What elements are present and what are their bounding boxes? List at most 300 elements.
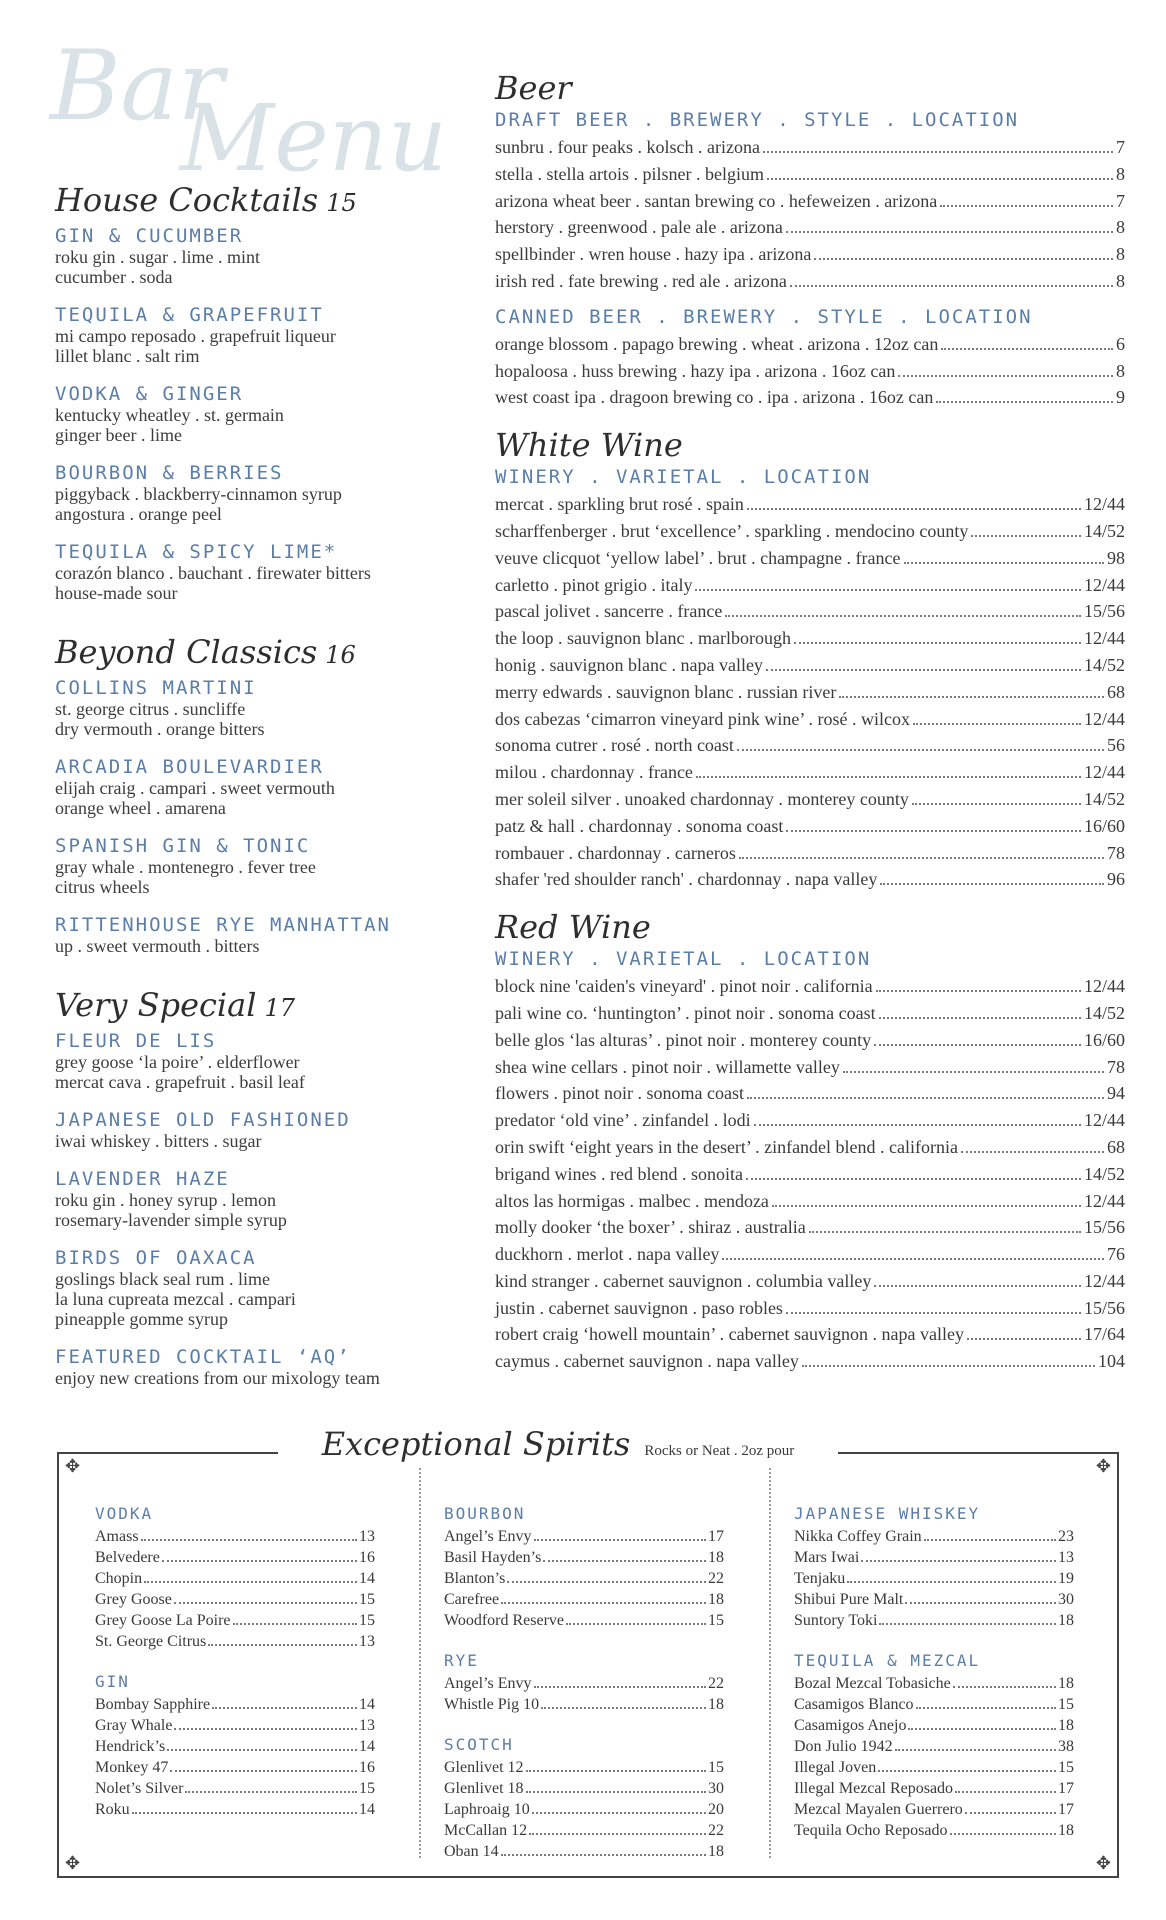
spirit-label: Belvedere (95, 1549, 160, 1566)
spirit-group-header: RYE (444, 1651, 479, 1670)
item-label: patz & hall . chardonnay . sonoma coast (495, 815, 784, 836)
spirit-price: 17 (708, 1528, 724, 1545)
dot-leader (767, 178, 1113, 180)
item-label: pali wine co. ‘huntington’ . pinot noir . sonoma coast (495, 1002, 876, 1023)
spirit-price: 38 (1058, 1738, 1074, 1755)
item-label: altos las hormigas . malbec . mendoza (495, 1190, 769, 1211)
dot-leader (566, 1623, 706, 1625)
dot-leader (754, 1124, 1081, 1126)
spirit-row (794, 1589, 1074, 1610)
spirit-row (444, 1820, 724, 1841)
spirit-label: Laphroaig 10 (444, 1801, 530, 1818)
item-price: 15/56 (1083, 1297, 1125, 1318)
cocktail-description: piggyback . blackberry-cinnamon syrup angostura . orange peel (55, 484, 342, 524)
spirit-label: Oban 14 (444, 1843, 499, 1860)
spirit-row (794, 1820, 1074, 1841)
spirit-row (95, 1610, 375, 1631)
spirits-title-text: Exceptional Spirits (321, 1425, 631, 1463)
dot-leader (916, 1707, 1056, 1709)
spirit-price: 17 (1058, 1780, 1074, 1797)
spirit-label: Illegal Mezcal Reposado (794, 1780, 954, 1797)
cocktail-item (55, 1109, 455, 1151)
spirit-label: Illegal Joven (794, 1759, 877, 1776)
white-wine-row (495, 786, 1125, 813)
draft-beer-list (495, 134, 1125, 295)
spirit-price: 19 (1058, 1570, 1074, 1587)
spirit-price: 13 (359, 1633, 375, 1650)
item-price: 15/56 (1083, 601, 1125, 622)
item-price: 12/44 (1083, 762, 1125, 783)
item-label: veuve clicquot ‘yellow label’ . brut . champagne . france (495, 547, 901, 568)
dot-leader (747, 1097, 1104, 1099)
item-label: duckhorn . merlot . napa valley (495, 1244, 720, 1265)
spirit-row (794, 1526, 1074, 1547)
spirit-price: 18 (1058, 1675, 1074, 1692)
dot-leader (874, 1044, 1081, 1046)
cocktail-description: enjoy new creations from our mixology team (55, 1368, 380, 1388)
cocktail-description: st. george citrus . suncliffe dry vermouth . orange bitters (55, 699, 265, 739)
item-price: 7 (1116, 137, 1125, 157)
spirit-row (95, 1547, 375, 1568)
item-price: 12/44 (1083, 628, 1125, 649)
dot-leader (737, 749, 1104, 751)
column-divider (419, 1468, 421, 1858)
spirit-row (95, 1526, 375, 1547)
spirit-label: Bombay Sapphire (95, 1696, 211, 1713)
item-label: predator ‘old vine’ . zinfandel . lodi (495, 1110, 751, 1131)
dot-leader (167, 1749, 357, 1751)
spirit-row (444, 1589, 724, 1610)
spirit-group-header: GIN (95, 1672, 130, 1691)
dot-leader (879, 1017, 1081, 1019)
section-title (55, 985, 455, 1028)
item-label: spellbinder . wren house . hazy ipa . arizona (495, 244, 812, 265)
spirit-row (794, 1547, 1074, 1568)
white-wine-row (495, 518, 1125, 545)
dot-leader (507, 1581, 706, 1583)
cocktail-name: RITTENHOUSE RYE MANHATTAN (55, 914, 391, 936)
dot-leader (847, 1581, 1056, 1583)
spirit-price: 18 (1058, 1822, 1074, 1839)
item-label: west coast ipa . dragoon brewing co . ipa . arizona . 16oz can (495, 387, 934, 408)
spirit-price: 30 (1058, 1591, 1074, 1608)
dot-leader (725, 615, 1081, 617)
dot-leader (501, 1854, 706, 1856)
dot-leader (876, 990, 1081, 992)
draft-beer-row (495, 188, 1125, 215)
cocktail-name: COLLINS MARTINI (55, 677, 257, 699)
dot-leader (809, 1231, 1081, 1233)
item-price: 7 (1116, 190, 1125, 211)
dot-leader (913, 723, 1081, 725)
dot-leader (961, 1151, 1104, 1153)
logo-word-bar: Bar (50, 30, 224, 142)
item-price: 16/60 (1083, 1029, 1125, 1050)
cocktail-item (55, 383, 455, 445)
item-label: dos cabezas ‘cimarron vineyard pink wine’ . rosé . wilcox (495, 708, 911, 729)
white-wine-row (495, 598, 1125, 625)
cocktail-name: FEATURED COCKTAIL ‘AQ’ (55, 1346, 351, 1368)
item-label: mercat . sparkling brut rosé . spain (495, 494, 744, 515)
spirit-label: McCallan 12 (444, 1822, 528, 1839)
cocktail-item (55, 304, 455, 366)
item-label: honig . sauvignon blanc . napa valley (495, 654, 763, 675)
spirit-row (444, 1568, 724, 1589)
red-wine-row (495, 1188, 1125, 1215)
column-divider (769, 1468, 771, 1858)
red-wine-row (495, 1161, 1125, 1188)
section-price: 16 (325, 641, 356, 669)
cocktail-name: ARCADIA BOULEVARDIER (55, 756, 324, 778)
cocktail-description: corazón blanco . bauchant . firewater bitters house-made sour (55, 563, 371, 603)
spirit-label: Roku (95, 1801, 130, 1818)
spirit-label: Shibui Pure Malt (794, 1591, 904, 1608)
item-price: 12/44 (1083, 494, 1125, 515)
spirit-price: 15 (1058, 1696, 1074, 1713)
spirit-label: St. George Citrus (95, 1633, 207, 1650)
dot-leader (162, 1560, 357, 1562)
dot-leader (501, 1602, 706, 1604)
white-wine-row (495, 572, 1125, 599)
spirit-price: 15 (359, 1591, 375, 1608)
item-price: 12/44 (1083, 1190, 1125, 1211)
section-spacer (55, 973, 455, 985)
spirit-price: 13 (359, 1717, 375, 1734)
spirit-label: Nikka Coffey Grain (794, 1528, 922, 1545)
cocktail-description: mi campo reposado . grapefruit liqueur lillet blanc . salt rim (55, 326, 336, 366)
spirit-price: 13 (359, 1528, 375, 1545)
item-price: 12/44 (1083, 574, 1125, 595)
item-label: sonoma cutrer . rosé . north coast (495, 735, 734, 756)
spirit-price: 14 (359, 1570, 375, 1587)
cocktail-item (55, 756, 455, 818)
red-wine-row (495, 1054, 1125, 1081)
spirit-group-header: JAPANESE WHISKEY (794, 1504, 981, 1523)
spirit-label: Casamigos Anejo (794, 1717, 907, 1734)
spirit-group-header: SCOTCH (444, 1735, 514, 1754)
item-price: 8 (1116, 360, 1125, 381)
spirit-group-header: BOURBON (444, 1504, 526, 1523)
cocktail-section (55, 180, 455, 603)
dot-leader (174, 1602, 357, 1604)
item-label: block nine 'caiden's vineyard' . pinot noir . california (495, 976, 873, 997)
cocktail-item (55, 914, 455, 956)
dot-leader (940, 205, 1113, 207)
spirit-label: Angel’s Envy (444, 1675, 532, 1692)
spirit-row (95, 1778, 375, 1799)
spirit-label: Blanton’s (444, 1570, 506, 1587)
white-wine-row (495, 759, 1125, 786)
item-price: 14/52 (1083, 1002, 1125, 1023)
spirit-row (794, 1568, 1074, 1589)
red-wine-row (495, 1348, 1125, 1375)
white-wine-header: WINERY . VARIETAL . LOCATION (495, 466, 872, 489)
spirit-group (444, 1651, 724, 1715)
dot-leader (532, 1812, 706, 1814)
spirit-row (794, 1778, 1074, 1799)
spirits-column (95, 1504, 375, 1840)
red-wine-row (495, 1027, 1125, 1054)
item-price: 14/52 (1083, 654, 1125, 675)
spirit-price: 15 (708, 1612, 724, 1629)
spirit-price: 18 (708, 1549, 724, 1566)
spirit-row (444, 1610, 724, 1631)
item-price: 12/44 (1083, 976, 1125, 997)
cocktail-description: roku gin . honey syrup . lemon rosemary-lavender simple syrup (55, 1190, 287, 1230)
item-label: orin swift ‘eight years in the desert’ . zinfandel blend . california (495, 1136, 958, 1157)
spirit-label: Suntory Toki (794, 1612, 878, 1629)
item-label: rombauer . chardonnay . carneros (495, 842, 736, 863)
dot-leader (814, 258, 1113, 260)
spirit-row (444, 1694, 724, 1715)
spirit-row (794, 1715, 1074, 1736)
item-price: 56 (1107, 735, 1125, 756)
red-wine-header: WINERY . VARIETAL . LOCATION (495, 948, 872, 971)
dot-leader (898, 375, 1113, 377)
section-title (55, 632, 455, 675)
item-label: carletto . pinot grigio . italy (495, 574, 693, 595)
item-label: sunbru . four peaks . kolsch . arizona (495, 137, 760, 157)
section-title-text: Very Special (55, 986, 257, 1024)
draft-beer-row (495, 241, 1125, 268)
spirit-label: Gray Whale (95, 1717, 173, 1734)
dot-leader (534, 1539, 706, 1541)
dot-leader (950, 1833, 1056, 1835)
item-label: stella . stella artois . pilsner . belgium (495, 163, 764, 184)
item-label: merry edwards . sauvignon blanc . russian river (495, 681, 837, 702)
item-price: 68 (1107, 1136, 1125, 1157)
cocktail-name: SPANISH GIN & TONIC (55, 835, 311, 857)
section-price: 15 (326, 189, 357, 217)
cocktail-name: TEQUILA & SPICY LIME* (55, 541, 338, 563)
item-price: 12/44 (1083, 1270, 1125, 1291)
red-wine-row (495, 973, 1125, 1000)
item-price: 104 (1098, 1351, 1125, 1372)
white-wine-row (495, 545, 1125, 572)
spirit-price: 15 (708, 1759, 724, 1776)
red-wine-row (495, 1268, 1125, 1295)
bar-menu-logo (50, 30, 448, 192)
red-wine-row (495, 1134, 1125, 1161)
spirit-row (444, 1841, 724, 1862)
spirit-label: Bozal Mezcal Tobasiche (794, 1675, 951, 1692)
cocktail-item (55, 462, 455, 524)
spirit-price: 14 (359, 1738, 375, 1755)
spirit-row (95, 1757, 375, 1778)
cocktail-name: BIRDS OF OAXACA (55, 1247, 257, 1269)
dot-leader (802, 1365, 1095, 1367)
spirit-row (95, 1715, 375, 1736)
spirits-column (794, 1504, 1074, 1861)
dot-leader (786, 830, 1081, 832)
dot-leader (208, 1644, 357, 1646)
item-price: 14/52 (1083, 788, 1125, 809)
red-wine-row (495, 1241, 1125, 1268)
item-price: 8 (1116, 217, 1125, 238)
cocktail-name: FLEUR DE LIS (55, 1030, 217, 1052)
item-price: 76 (1107, 1244, 1125, 1265)
item-label: arizona wheat beer . santan brewing co . hefeweizen . arizona (495, 190, 938, 211)
dot-leader (908, 1728, 1056, 1730)
spirit-row (794, 1610, 1074, 1631)
spirits-column (444, 1504, 724, 1882)
canned-beer-header: CANNED BEER . BREWERY . STYLE . LOCATION (495, 305, 1033, 328)
dot-leader (905, 1602, 1056, 1604)
dot-leader (170, 1770, 357, 1772)
spirit-row (794, 1736, 1074, 1757)
dot-leader (904, 562, 1105, 564)
spirit-row (444, 1673, 724, 1694)
cocktail-description: kentucky wheatley . st. germain ginger beer . lime (55, 405, 284, 445)
dot-leader (526, 1770, 706, 1772)
dot-leader (766, 669, 1081, 671)
cocktail-section (55, 985, 455, 1388)
dot-leader (747, 508, 1081, 510)
spirit-group (95, 1504, 375, 1652)
item-label: pascal jolivet . sancerre . france (495, 601, 723, 622)
spirit-label: Nolet’s Silver (95, 1780, 184, 1797)
item-label: mer soleil silver . unoaked chardonnay . monterey county (495, 788, 909, 809)
spirit-group (444, 1735, 724, 1862)
dot-leader (696, 776, 1081, 778)
item-price: 96 (1107, 869, 1125, 890)
spirit-label: Mezcal Mayalen Guerrero (794, 1801, 963, 1818)
item-label: justin . cabernet sauvignon . paso robles (495, 1297, 783, 1318)
dot-leader (185, 1791, 357, 1793)
spirit-group (95, 1672, 375, 1820)
corner-ornament-icon: ✥ (65, 1456, 81, 1476)
spirit-label: Grey Goose (95, 1591, 172, 1608)
dot-leader (953, 1686, 1056, 1688)
dot-leader (543, 1560, 706, 1562)
red-wine-row (495, 1295, 1125, 1322)
spirit-row (794, 1757, 1074, 1778)
dot-leader (722, 1258, 1104, 1260)
cocktail-description: roku gin . sugar . lime . mint cucumber . soda (55, 247, 260, 287)
item-label: caymus . cabernet sauvignon . napa valley (495, 1351, 799, 1372)
white-wine-section (495, 425, 1125, 893)
section-price: 17 (264, 994, 296, 1022)
item-label: the loop . sauvignon blanc . marlborough (495, 628, 791, 649)
item-price: 12/44 (1083, 708, 1125, 729)
item-price: 68 (1107, 681, 1125, 702)
section-title-text: House Cocktails (55, 181, 319, 219)
spirit-label: Tenjaku (794, 1570, 846, 1587)
spirit-price: 14 (359, 1696, 375, 1713)
draft-beer-header: DRAFT BEER . BREWERY . STYLE . LOCATION (495, 109, 1020, 131)
dot-leader (141, 1539, 357, 1541)
dot-leader (786, 231, 1113, 233)
item-price: 78 (1107, 1056, 1125, 1077)
section-title (55, 180, 455, 223)
spirit-price: 17 (1058, 1801, 1074, 1818)
dot-leader (763, 151, 1113, 153)
white-wine-row (495, 813, 1125, 840)
item-price: 8 (1116, 270, 1125, 291)
white-wine-row (495, 732, 1125, 759)
spirit-group-header: VODKA (95, 1504, 154, 1523)
beer-section (495, 68, 1125, 411)
dot-leader (526, 1791, 706, 1793)
item-price: 14/52 (1083, 1163, 1125, 1184)
spirit-label: Hendrick’s (95, 1738, 166, 1755)
spirit-label: Grey Goose La Poire (95, 1612, 231, 1629)
item-price: 94 (1107, 1083, 1125, 1104)
red-wine-list (495, 973, 1125, 1375)
draft-beer-row (495, 161, 1125, 188)
cocktail-item (55, 1346, 455, 1388)
section-spacer (55, 620, 455, 632)
cocktail-item (55, 1247, 455, 1329)
draft-beer-row (495, 214, 1125, 241)
spirit-price: 15 (359, 1612, 375, 1629)
item-label: herstory . greenwood . pale ale . arizona (495, 217, 783, 238)
cocktail-item (55, 1030, 455, 1092)
spirit-row (794, 1673, 1074, 1694)
item-price: 78 (1107, 842, 1125, 863)
dot-leader (879, 1623, 1056, 1625)
item-label: brigand wines . red blend . sonoita (495, 1163, 743, 1184)
spirit-price: 22 (708, 1822, 724, 1839)
spirit-price: 20 (708, 1801, 724, 1818)
spirit-price: 22 (708, 1570, 724, 1587)
cocktail-description: gray whale . montenegro . fever tree citrus wheels (55, 857, 316, 897)
cocktail-name: LAVENDER HAZE (55, 1168, 230, 1190)
item-label: robert craig ‘howell mountain’ . cabernet sauvignon . napa valley (495, 1324, 964, 1345)
draft-beer-row (495, 134, 1125, 161)
dot-leader (924, 1539, 1056, 1541)
red-wine-row (495, 1107, 1125, 1134)
white-wine-row (495, 491, 1125, 518)
section-title-text: Beyond Classics (55, 633, 318, 671)
cocktail-description: iwai whiskey . bitters . sugar (55, 1131, 262, 1151)
cocktail-name: VODKA & GINGER (55, 383, 244, 405)
cocktail-description: goslings black seal rum . lime la luna cupreata mezcal . campari pineapple gomme syrup (55, 1269, 296, 1329)
spirit-price: 14 (359, 1801, 375, 1818)
dot-leader (534, 1686, 706, 1688)
cocktail-description: elijah craig . campari . sweet vermouth orange wheel . amarena (55, 778, 335, 818)
spirit-row (95, 1736, 375, 1757)
canned-beer-row (495, 331, 1125, 358)
dot-leader (861, 1560, 1056, 1562)
red-wine-row (495, 1214, 1125, 1241)
spirit-label: Tequila Ocho Reposado (794, 1822, 948, 1839)
item-price: 17/64 (1083, 1324, 1125, 1345)
canned-beer-row (495, 358, 1125, 385)
white-wine-row (495, 706, 1125, 733)
spirit-label: Basil Hayden’s (444, 1549, 542, 1566)
red-wine-row (495, 1080, 1125, 1107)
dot-leader (794, 642, 1081, 644)
cocktail-description: up . sweet vermouth . bitters (55, 936, 260, 956)
dot-leader (967, 1338, 1081, 1340)
item-label: irish red . fate brewing . red ale . arizona (495, 270, 787, 291)
item-price: 12/44 (1083, 1110, 1125, 1131)
red-wine-row (495, 1000, 1125, 1027)
spirit-row (95, 1589, 375, 1610)
cocktail-name: BOURBON & BERRIES (55, 462, 284, 484)
item-price: 16/60 (1083, 815, 1125, 836)
dot-leader (529, 1833, 706, 1835)
item-price: 9 (1116, 387, 1125, 408)
dot-leader (746, 1178, 1081, 1180)
white-wine-list (495, 491, 1125, 893)
spirit-row (794, 1694, 1074, 1715)
dot-leader (912, 803, 1081, 805)
item-label: milou . chardonnay . france (495, 762, 693, 783)
spirit-label: Glenlivet 12 (444, 1759, 524, 1776)
spirit-label: Casamigos Blanco (794, 1696, 914, 1713)
